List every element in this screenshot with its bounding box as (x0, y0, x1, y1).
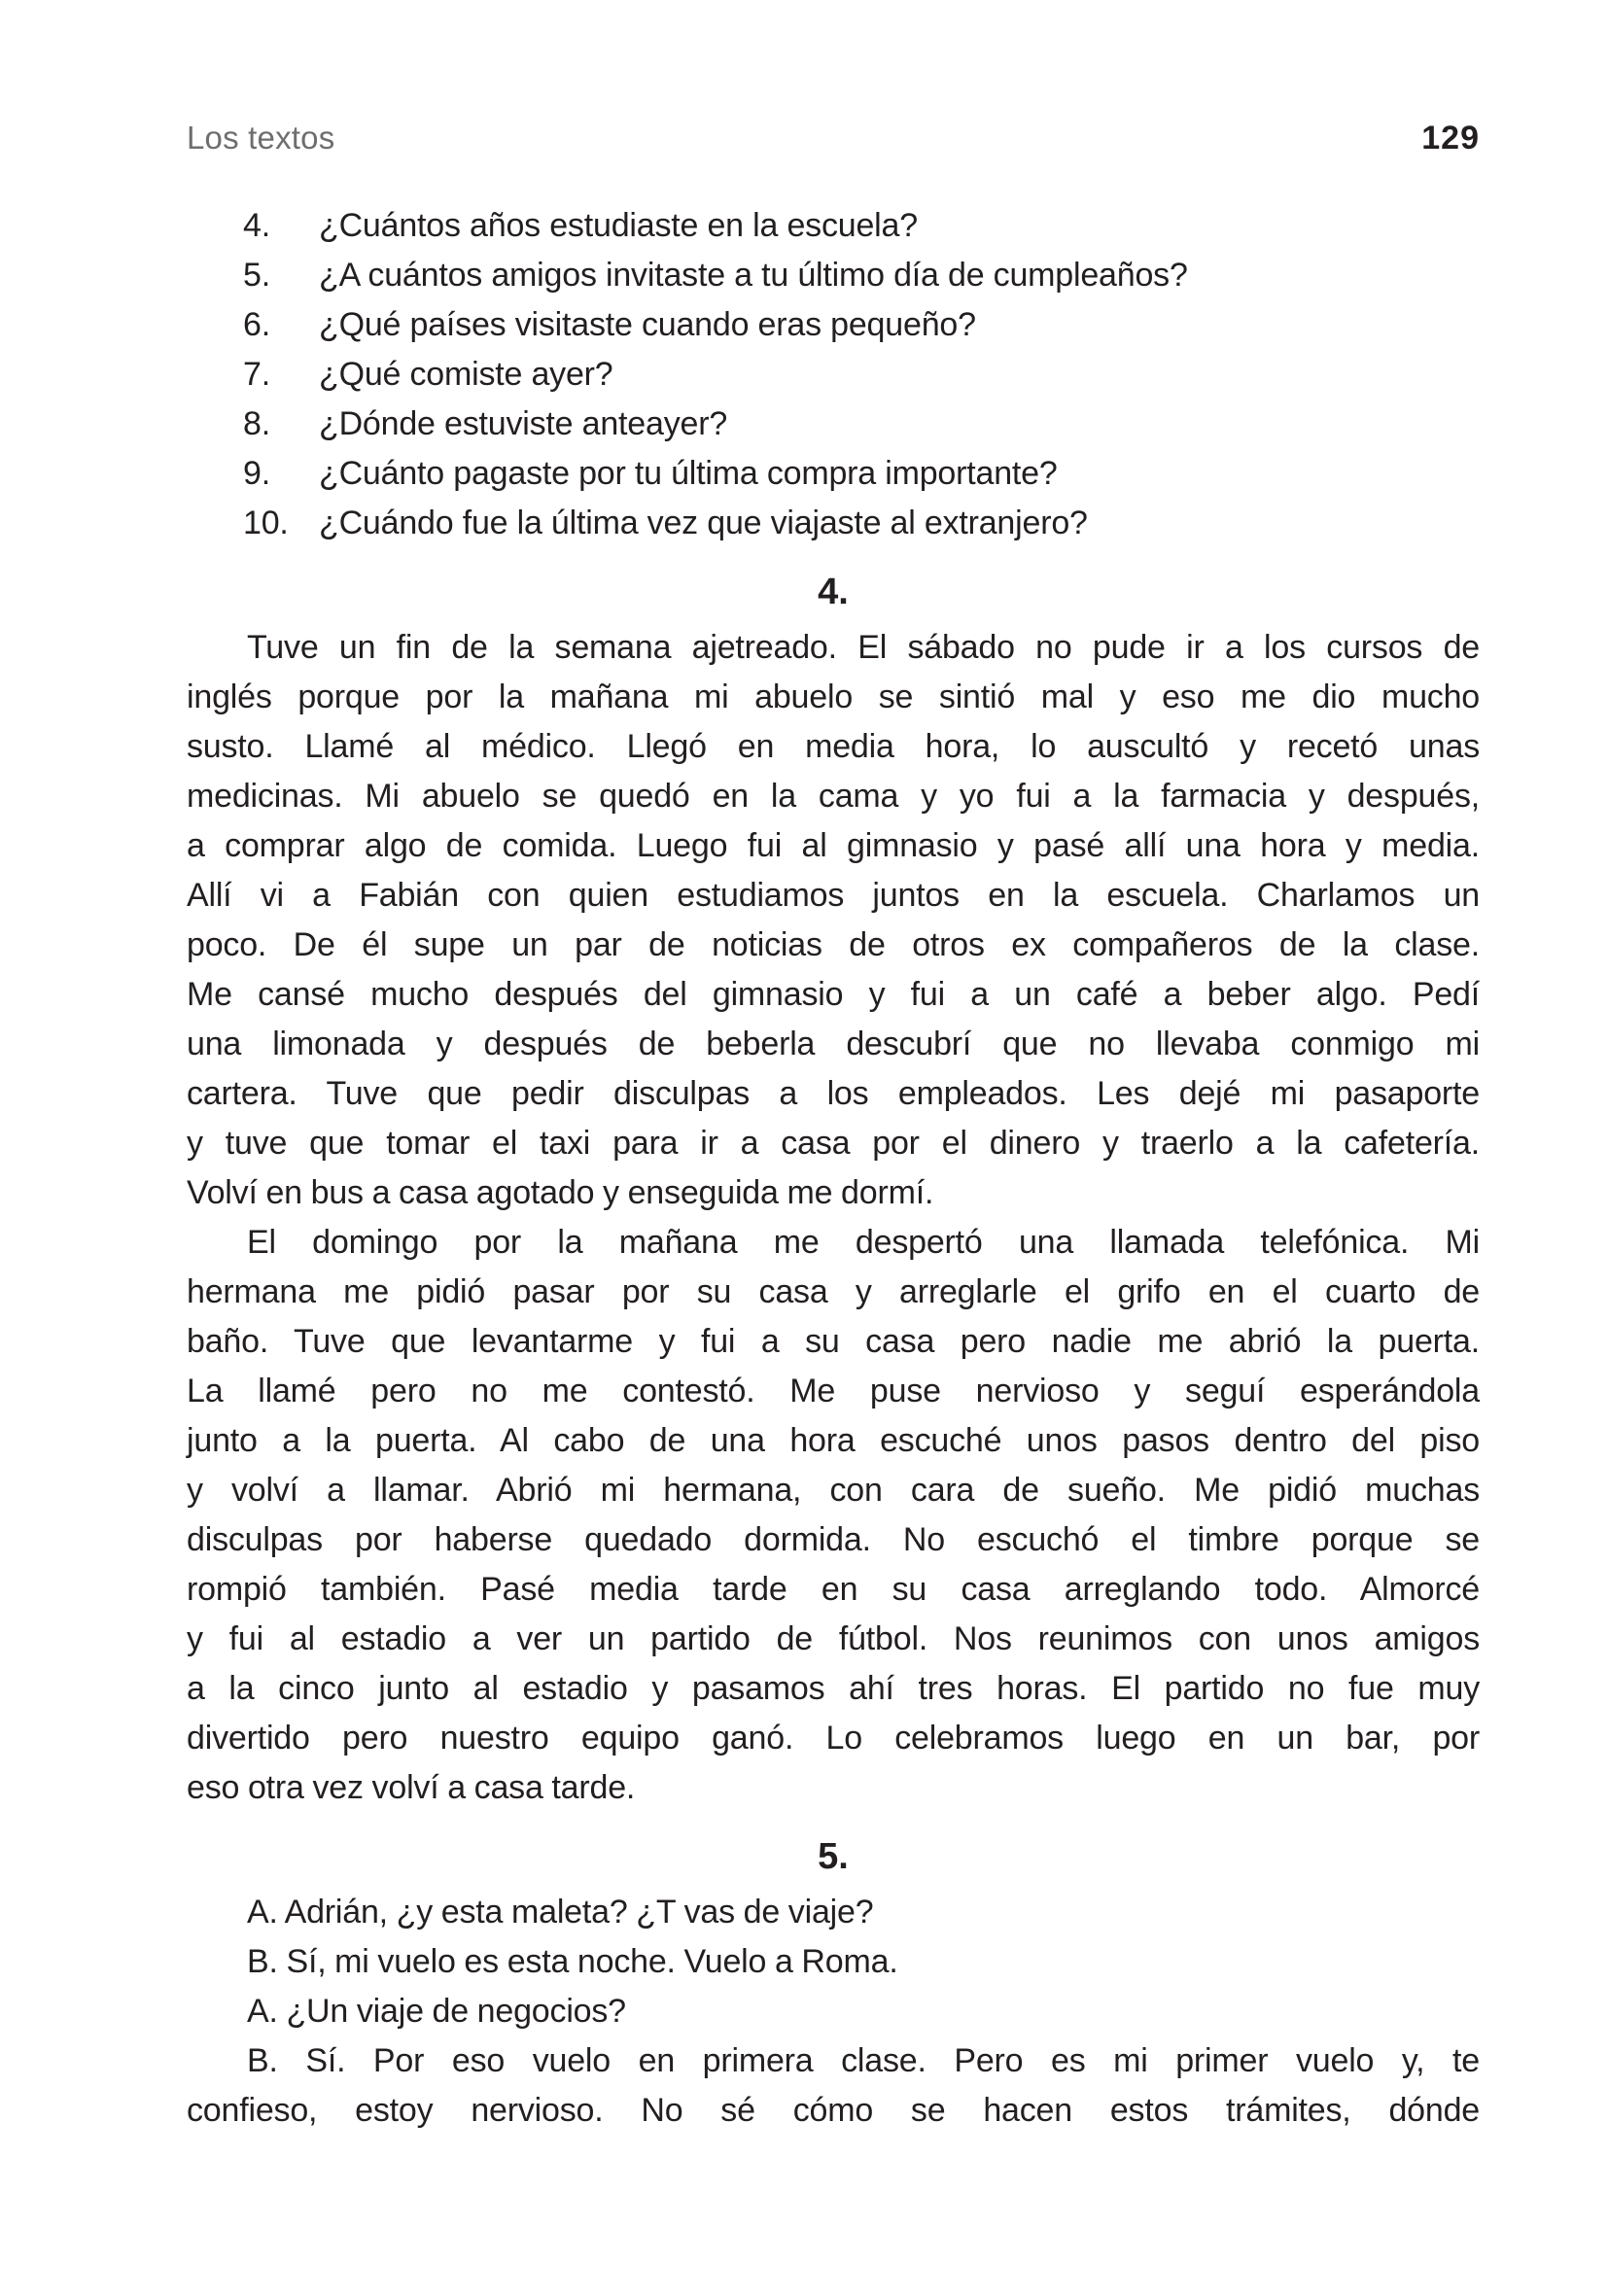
text-line: B. Sí. Por eso vuelo en primera clase. Pero es mi primer vuelo y, te (247, 2042, 1480, 2079)
text-line: junto a la puerta. Al cabo de una hora escuché unos pasos dentro del piso (187, 1422, 1480, 1459)
question-text: ¿Cuántos años estudiaste en la escuela? (319, 207, 918, 244)
text-line: hermana me pidió pasar por su casa y arreglarle el grifo en el cuarto de (187, 1273, 1480, 1310)
question-item (243, 400, 1480, 449)
question-number: 7. (243, 356, 270, 393)
question-text: ¿Cuánto pagaste por tu última compra importante? (319, 455, 1058, 492)
text-line: B. Sí, mi vuelo es esta noche. Vuelo a Roma. (247, 1943, 898, 1980)
question-number: 4. (243, 207, 270, 244)
text-line: a comprar algo de comida. Luego fui al gimnasio y pasé allí una hora y media. (187, 827, 1480, 864)
question-number: 5. (243, 257, 270, 294)
section-heading: 4. (818, 572, 849, 612)
text-line: a la cinco junto al estadio y pasamos ahí tres horas. El partido no fue muy (187, 1670, 1480, 1707)
paragraph (187, 2036, 1480, 2136)
text-line: y tuve que tomar el taxi para ir a casa por el dinero y traerlo a la cafetería. (187, 1125, 1480, 1162)
paragraph (187, 623, 1480, 1218)
text-line: Volví en bus a casa agotado y enseguida me dormí. (187, 1174, 934, 1211)
text-line: y fui al estadio a ver un partido de fútbol. Nos reunimos con unos amigos (187, 1620, 1480, 1657)
text-line: Tuve un fin de la semana ajetreado. El sábado no pude ir a los cursos de (247, 629, 1480, 666)
text-line: medicinas. Mi abuelo se quedó en la cama y yo fui a la farmacia y después, (187, 778, 1480, 815)
text-line: disculpas por haberse quedado dormida. No escuchó el timbre porque se (187, 1521, 1480, 1558)
text-line: confieso, estoy nervioso. No sé cómo se hacen estos trámites, dónde (187, 2092, 1480, 2129)
text-line: A. Adrián, ¿y esta maleta? ¿T vas de viaje? (247, 1894, 874, 1931)
text-line: El domingo por la mañana me despertó una llamada telefónica. Mi (247, 1224, 1480, 1261)
question-number: 8. (243, 405, 270, 442)
page-number: 129 (1421, 120, 1480, 157)
question-list (187, 201, 1480, 548)
section-heading: 5. (818, 1836, 849, 1877)
question-text: ¿Dónde estuviste anteayer? (319, 405, 728, 442)
text-line: Me cansé mucho después del gimnasio y fui a un café a beber algo. Pedí (187, 976, 1480, 1013)
paragraph (187, 1937, 1480, 1987)
question-item (243, 300, 1480, 350)
paragraph (187, 1218, 1480, 1813)
question-text: ¿Qué comiste ayer? (319, 356, 613, 393)
question-item (243, 201, 1480, 251)
text-line: divertido pero nuestro equipo ganó. Lo celebramos luego en un bar, por (187, 1720, 1480, 1757)
question-item (243, 449, 1480, 499)
question-text: ¿Cuándo fue la última vez que viajaste al extranjero? (319, 504, 1088, 541)
question-item (243, 499, 1480, 548)
question-text: ¿A cuántos amigos invitaste a tu último día de cumpleaños? (319, 257, 1188, 294)
sections-container (187, 568, 1480, 2136)
question-text: ¿Qué países visitaste cuando eras pequeño? (319, 306, 976, 343)
text-line: rompió también. Pasé media tarde en su casa arreglando todo. Almorcé (187, 1571, 1480, 1608)
text-line: La llamé pero no me contestó. Me puse nervioso y seguí esperándola (187, 1373, 1480, 1409)
text-line: susto. Llamé al médico. Llegó en media hora, lo auscultó y recetó unas (187, 728, 1480, 765)
question-item (243, 251, 1480, 300)
paragraph (187, 1987, 1480, 2036)
question-number: 6. (243, 306, 270, 343)
text-line: Allí vi a Fabián con quien estudiamos juntos en la escuela. Charlamos un (187, 877, 1480, 914)
text-line: cartera. Tuve que pedir disculpas a los empleados. Les dejé mi pasaporte (187, 1075, 1480, 1112)
text-line: eso otra vez volví a casa tarde. (187, 1769, 636, 1806)
text-line: inglés porque por la mañana mi abuelo se sintió mal y eso me dio mucho (187, 678, 1480, 715)
page-header (187, 119, 1480, 157)
paragraph (187, 1888, 1480, 1937)
text-line: baño. Tuve que levantarme y fui a su casa pero nadie me abrió la puerta. (187, 1323, 1480, 1360)
question-number: 10. (243, 504, 289, 541)
running-header-title: Los textos (187, 120, 335, 156)
text-line: A. ¿Un viaje de negocios? (247, 1993, 626, 2030)
text-line: y volví a llamar. Abrió mi hermana, con cara de sueño. Me pidió muchas (187, 1472, 1480, 1509)
question-item (243, 350, 1480, 400)
text-line: poco. De él supe un par de noticias de otros ex compañeros de la clase. (187, 926, 1480, 963)
text-line: una limonada y después de beberla descubrí que no llevaba conmigo mi (187, 1026, 1480, 1062)
question-number: 9. (243, 455, 270, 492)
